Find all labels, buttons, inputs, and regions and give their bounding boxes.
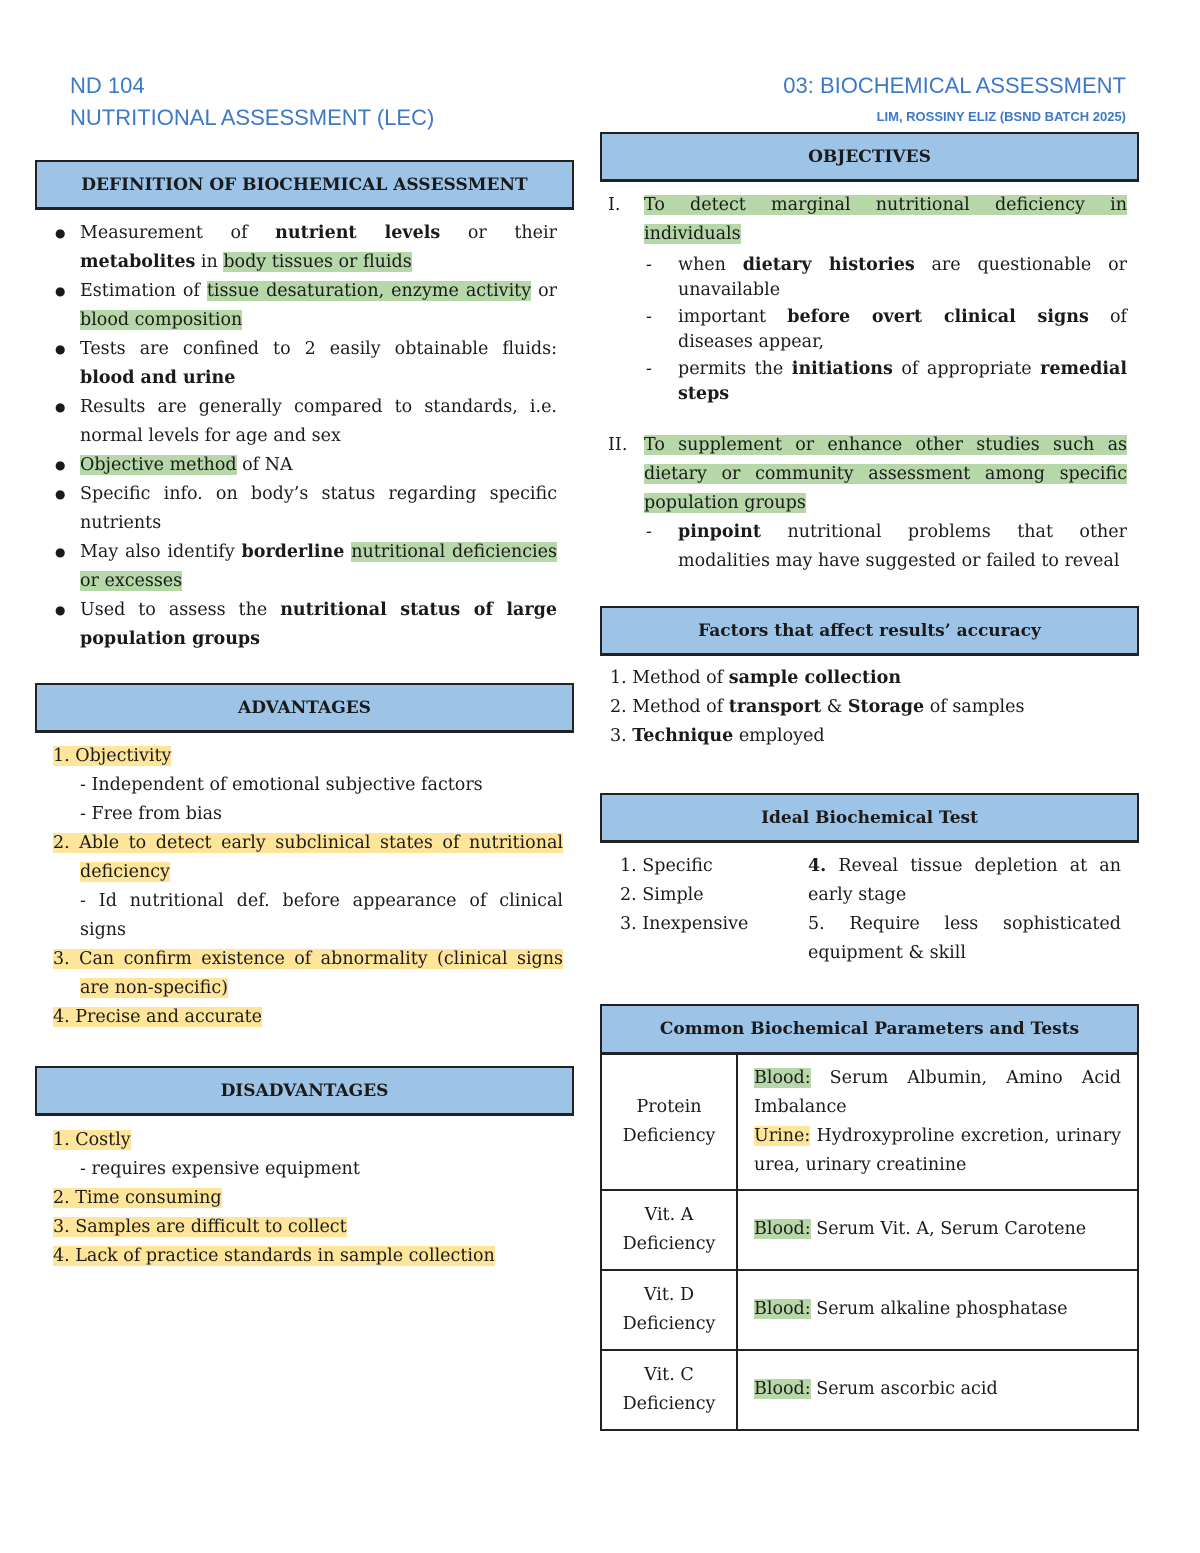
advantages-section [53,742,563,1032]
advantage-subitem: - Independent of emotional subjective factors [80,775,483,795]
ideal-test-item: 5. Require less sophisticated equipment & skill [808,914,1121,963]
definition-bullet: ● Objective method of NA [35,451,557,480]
table-row [601,1190,1138,1270]
ideal-test-item: 4. Reveal tissue depletion at an early stage [808,856,1121,905]
factor-item: 2. Method of transport & Storage of samples [610,697,1025,717]
disadvantage-item: 3. Samples are difficult to collect [53,1217,347,1237]
ideal-test-item: 1. Specific [620,856,713,876]
objective-item: II. To supplement or enhance other studies such as dietary or community assessment among specific population groups [608,435,1127,513]
parameters-table [600,1004,1139,1431]
advantage-subitem: - Id nutritional def. before appearance of clinical signs [80,891,563,940]
ideal-test-left-list [620,852,800,939]
test-cell: Blood: Serum Albumin, Amino Acid Imbalance Urine: Hydroxyproline excretion, urinary urea, urinary creatinine [737,1054,1138,1190]
table-row [601,1054,1138,1190]
ideal-test-heading: Ideal Biochemical Test [600,793,1139,843]
objectives-section [600,191,1127,578]
advantage-item: 3. Can confirm existence of abnormality (clinical signs are non-specific) [53,949,563,998]
disadvantage-item: 4. Lack of practice standards in sample collection [53,1246,495,1266]
advantage-subitem: - Free from bias [80,804,223,824]
advantage-item: 1. Objectivity [53,746,172,766]
disadvantages-heading: DISADVANTAGES [35,1066,574,1116]
factors-section [610,664,1130,751]
definition-bullet: ● Measurement of nutrient levels or their metabolites in body tissues or fluids [35,219,557,277]
disadvantage-item: 2. Time consuming [53,1188,222,1208]
document-header-left [70,70,434,134]
factor-item: 3. Technique employed [610,726,825,746]
test-cell: Blood: Serum ascorbic acid [737,1350,1138,1430]
test-cell: Blood: Serum alkaline phosphatase [737,1270,1138,1350]
definition-bullet: ● Results are generally compared to standards, i.e. normal levels for age and sex [35,393,557,451]
disadvantage-item: 1. Costly [53,1130,131,1150]
factors-heading: Factors that affect results’ accuracy [600,606,1139,656]
factor-item: 1. Method of sample collection [610,668,902,688]
parameters-table-heading: Common Biochemical Parameters and Tests [601,1005,1138,1054]
table-row [601,1350,1138,1430]
objective-subitem: - permits the initiations of appropriate remedial steps [600,357,1127,407]
deficiency-cell: Protein Deficiency [601,1054,737,1190]
definition-bullet: ● Tests are confined to 2 easily obtainable fluids: blood and urine [35,335,557,393]
definition-heading: DEFINITION OF BIOCHEMICAL ASSESSMENT [35,160,574,210]
course-code: ND 104 [70,73,145,98]
ideal-test-right-list [808,852,1121,968]
objective-subitem: - important before overt clinical signs of diseases appear, [600,305,1127,355]
objective-item: I. To detect marginal nutritional deficiency in individuals [608,195,1127,244]
objective-subitem: - when dietary histories are questionable or unavailable [600,253,1127,303]
disadvantages-section [53,1126,563,1271]
disadvantage-subitem: - requires expensive equipment [80,1159,360,1179]
definition-section [35,219,557,654]
ideal-test-item: 3. Inexpensive [620,914,749,934]
objectives-heading: OBJECTIVES [600,132,1139,182]
author-line: LIM, ROSSINY ELIZ (BSND BATCH 2025) [876,109,1126,124]
topic-title: 03: BIOCHEMICAL ASSESSMENT [783,73,1126,98]
advantage-item: 2. Able to detect early subclinical states of nutritional deficiency [53,833,563,882]
document-header-right [783,70,1126,128]
course-title: NUTRITIONAL ASSESSMENT (LEC) [70,105,435,130]
definition-bullet: ● May also identify borderline nutritional deficiencies or excesses [35,538,557,596]
objective-subitem: - pinpoint nutritional problems that other modalities may have suggested or failed to reveal [600,518,1127,576]
table-row [601,1270,1138,1350]
definition-bullet: ● Used to assess the nutritional status of large population groups [35,596,557,654]
definition-bullet: ● Estimation of tissue desaturation, enzyme activity or blood composition [35,277,557,335]
advantages-heading: ADVANTAGES [35,683,574,733]
deficiency-cell: Vit. D Deficiency [601,1270,737,1350]
deficiency-cell: Vit. A Deficiency [601,1190,737,1270]
test-cell: Blood: Serum Vit. A, Serum Carotene [737,1190,1138,1270]
advantage-item: 4. Precise and accurate [53,1007,263,1027]
deficiency-cell: Vit. C Deficiency [601,1350,737,1430]
definition-bullet: ● Specific info. on body’s status regarding specific nutrients [35,480,557,538]
ideal-test-item: 2. Simple [620,885,704,905]
